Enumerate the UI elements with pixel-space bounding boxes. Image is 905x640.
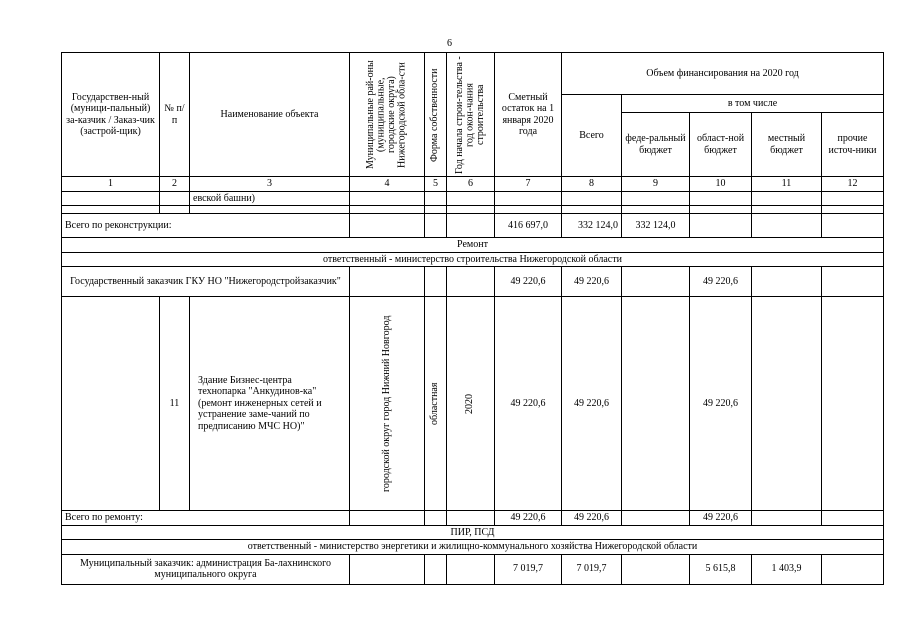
item-estimate: 49 220,6	[495, 297, 562, 511]
header-including: в том числе	[622, 95, 884, 113]
col-number: 2	[160, 177, 190, 192]
repair-customer-regional: 49 220,6	[690, 267, 752, 297]
header-years-cell	[447, 53, 495, 177]
pir-customer-row	[62, 554, 884, 584]
item-ownership-cell	[425, 297, 447, 511]
header-years: Год начала строи-тельства - год окон-чания строительства	[453, 55, 486, 174]
reconstruction-total-total: 332 124,0	[562, 214, 622, 238]
reconstruction-total-label: Всего по реконструкции:	[62, 214, 350, 238]
col-number: 8	[562, 177, 622, 192]
pir-customer-local: 1 403,9	[752, 554, 822, 584]
header-num: № п/п	[160, 53, 190, 177]
col-number: 6	[447, 177, 495, 192]
header-ownership-cell	[425, 53, 447, 177]
item-number: 11	[160, 297, 190, 511]
item-ownership: областная	[429, 382, 441, 425]
col-number: 3	[190, 177, 350, 192]
header-customer: Государствен-ный (муници-пальный) за-казчик / Заказ-чик (застрой-щик)	[62, 53, 160, 177]
repair-customer-row	[62, 267, 884, 297]
header-estimate: Сметный остаток на 1 января 2020 года	[495, 53, 562, 177]
table-row	[62, 191, 884, 206]
pir-responsible: ответственный - министерство энергетики и жилищно-коммунального хозяйства Нижегородской области	[62, 540, 884, 555]
col-number: 12	[822, 177, 884, 192]
responsible-row	[62, 540, 884, 555]
table-row	[62, 297, 884, 511]
header-row-1	[62, 53, 884, 95]
section-row	[62, 525, 884, 540]
financing-table	[61, 52, 884, 585]
col-number: 7	[495, 177, 562, 192]
pir-customer-total: 7 019,7	[562, 554, 622, 584]
spacer-row	[62, 206, 884, 214]
header-other: прочие источ-ники	[822, 113, 884, 177]
header-federal: феде-ральный бюджет	[622, 113, 690, 177]
repair-customer-total: 49 220,6	[562, 267, 622, 297]
item-regional: 49 220,6	[690, 297, 752, 511]
pir-customer-label: Муниципальный заказчик: администрация Ба-лахнинского муниципального округа	[62, 554, 350, 584]
repair-total-row	[62, 511, 884, 526]
header-total: Всего	[562, 95, 622, 177]
col-number: 4	[350, 177, 425, 192]
page-number: 6	[447, 38, 452, 49]
item-municipal-cell	[350, 297, 425, 511]
header-financing: Объем финансирования на 2020 год	[562, 53, 884, 95]
section-row	[62, 238, 884, 253]
repair-total-label: Всего по ремонту:	[62, 511, 350, 526]
header-regional: област-ной бюджет	[690, 113, 752, 177]
header-object: Наименование объекта	[190, 53, 350, 177]
repair-responsible: ответственный - министерство строительства Нижегородской области	[62, 252, 884, 267]
header-municipal-cell	[350, 53, 425, 177]
header-municipal: Муниципальные рай-оны (муниципальные, городские округа) Нижегородской обла-сти	[365, 60, 408, 169]
col-number: 5	[425, 177, 447, 192]
pir-customer-regional: 5 615,8	[690, 554, 752, 584]
col-number: 1	[62, 177, 160, 192]
item-municipal: городской округ город Нижний Новгород	[380, 315, 392, 492]
item-year-cell	[447, 297, 495, 511]
repair-section-title: Ремонт	[62, 238, 884, 253]
repair-total-total: 49 220,6	[562, 511, 622, 526]
responsible-row	[62, 252, 884, 267]
column-numbers-row	[62, 177, 884, 192]
reconstruction-total-row	[62, 214, 884, 238]
item-year: 2020	[464, 393, 476, 414]
header-ownership: Форма собственности	[429, 67, 441, 162]
reconstruction-total-federal: 332 124,0	[622, 214, 690, 238]
repair-customer-label: Государственный заказчик ГКУ НО "Нижегородстройзаказчик"	[62, 267, 350, 297]
col-number: 9	[622, 177, 690, 192]
item-total: 49 220,6	[562, 297, 622, 511]
reconstruction-total-estimate: 416 697,0	[495, 214, 562, 238]
col-number: 11	[752, 177, 822, 192]
continued-object-name: евской башни)	[190, 191, 350, 206]
col-number: 10	[690, 177, 752, 192]
pir-customer-estimate: 7 019,7	[495, 554, 562, 584]
pir-section-title: ПИР, ПСД	[62, 525, 884, 540]
repair-customer-estimate: 49 220,6	[495, 267, 562, 297]
item-name: Здание Бизнес-центра технопарка "Анкудинов-ка" (ремонт инженерных сетей и устранение заме-чаний по предписанию МЧС НО)"	[190, 297, 350, 511]
header-local: местный бюджет	[752, 113, 822, 177]
repair-total-estimate: 49 220,6	[495, 511, 562, 526]
repair-total-regional: 49 220,6	[690, 511, 752, 526]
